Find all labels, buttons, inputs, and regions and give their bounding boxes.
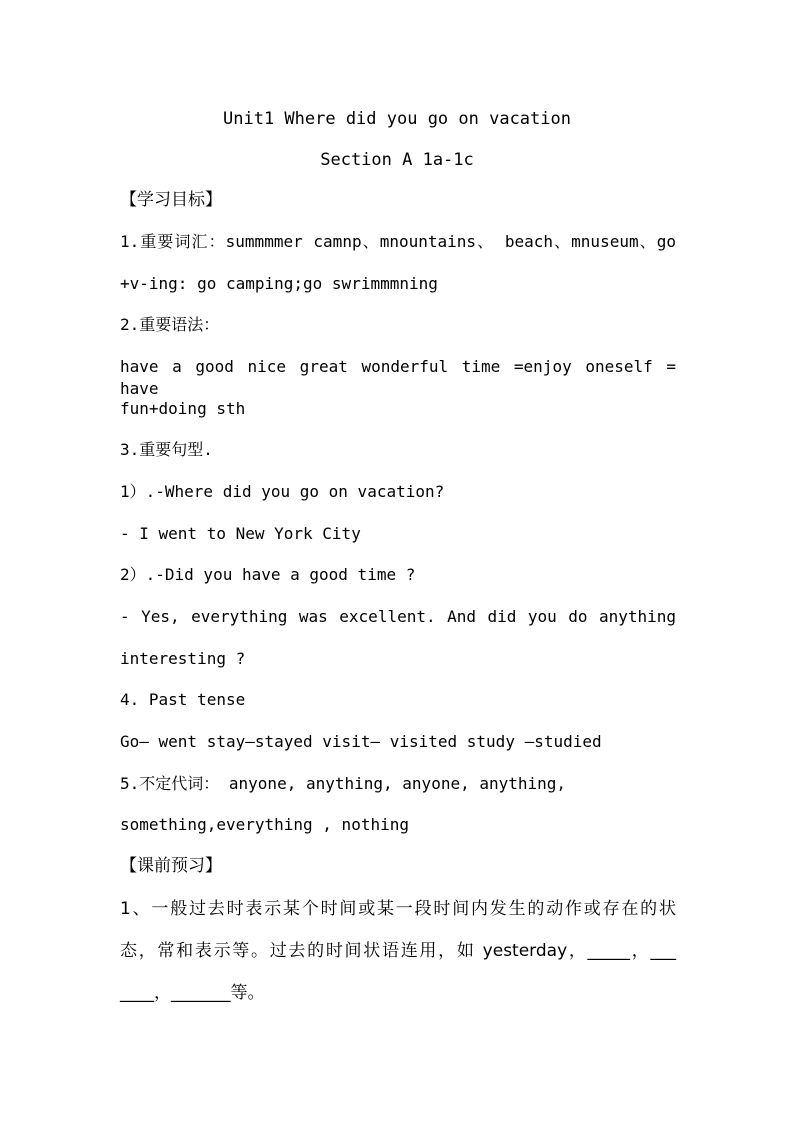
pattern-question-2: 2）.-Did you have a good time ? — [120, 565, 416, 584]
grammar-line-1: have a good nice great wonderful time =enjoy oneself = have — [120, 357, 676, 398]
document-title: Unit1 Where did you go on vacation — [223, 109, 571, 129]
vocab-line-2: +v-ing: go camping;go swrimmmning — [120, 274, 438, 293]
preview-line-1: 1、一般过去时表示某个时间或某一段时间内发生的动作或存在的状 — [120, 899, 676, 919]
past-tense-forms: Go— went stay—stayed visit— visited study —studied — [120, 732, 602, 751]
preview-line-3: ____，_______等。 — [120, 983, 265, 1003]
pattern-question-1: 1）.-Where did you go on vacation? — [120, 482, 445, 501]
goals-heading: 【学习目标】 — [120, 190, 222, 210]
past-tense-label: 4. Past tense — [120, 690, 246, 709]
preview-heading: 【课前预习】 — [120, 856, 222, 876]
pronoun-line-1: 5.不定代词： anyone, anything, anyone, anything, — [120, 774, 567, 793]
patterns-label: 3.重要句型. — [120, 440, 213, 459]
preview-line-2: 态，常和表示等。过去的时间状语连用，如 yesterday，_____，___ — [120, 941, 676, 961]
pattern-answer-2-line-1: - Yes, everything was excellent. And did you do anything — [120, 607, 676, 626]
grammar-label: 2.重要语法： — [120, 315, 220, 334]
pronoun-line-2: something,everything , nothing — [120, 815, 409, 834]
pattern-answer-2-line-2: interesting ? — [120, 649, 246, 668]
grammar-line-2: fun+doing sth — [120, 399, 246, 418]
vocab-line-1: 1.重要词汇：summmmer camnp、mnountains、 beach、mnuseum、go — [120, 232, 676, 251]
pattern-answer-1: - I went to New York City — [120, 524, 361, 543]
section-title: Section A 1a-1c — [320, 150, 474, 170]
